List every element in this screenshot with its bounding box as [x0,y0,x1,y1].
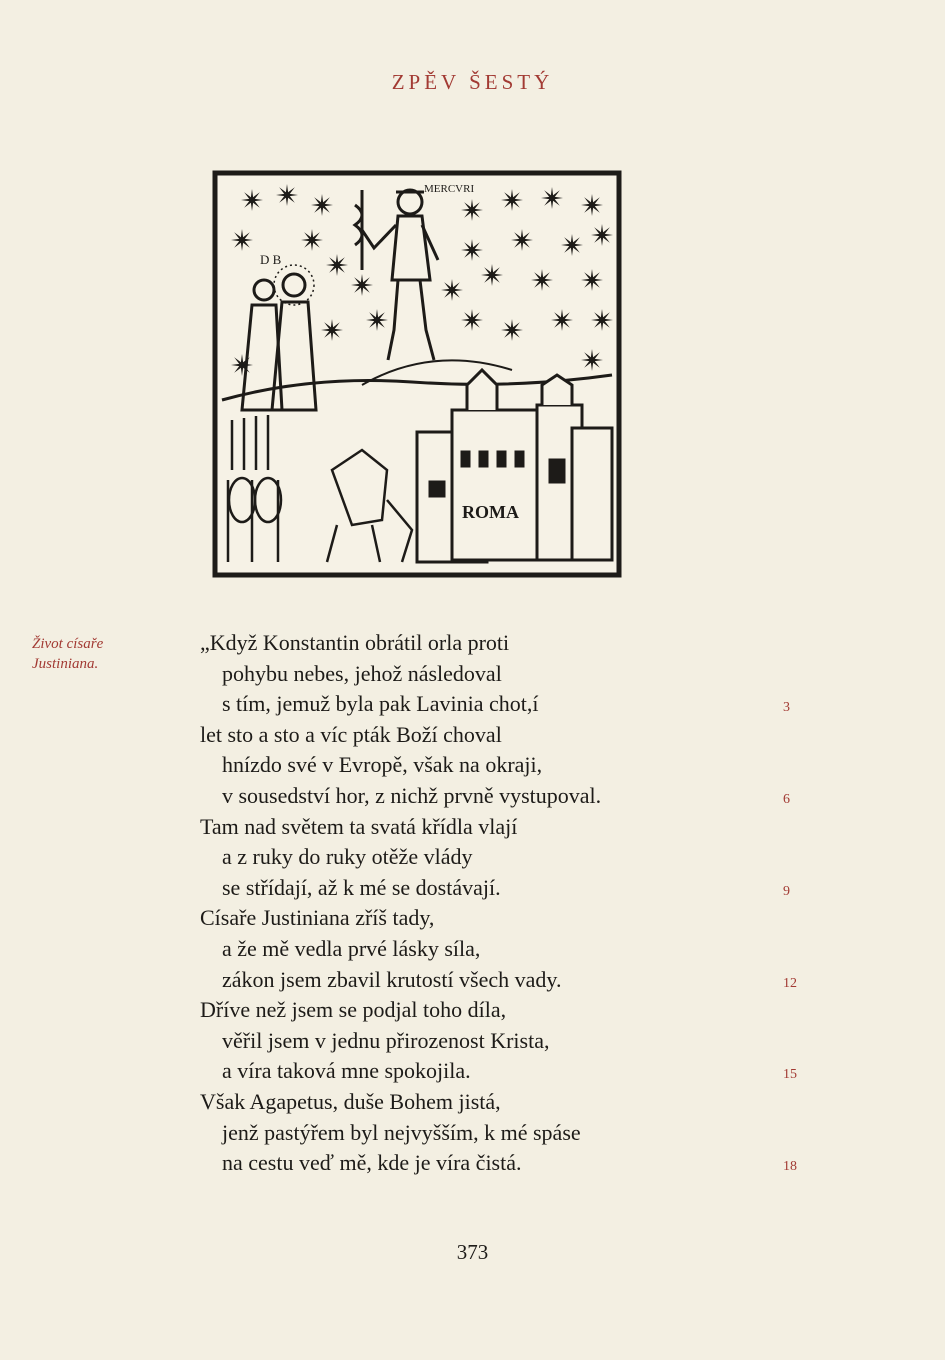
margin-note-line: Život císaře [32,636,104,652]
verse-line [200,1118,820,1149]
star-icon [501,319,523,341]
star-icon [581,194,603,216]
star-icon [461,309,483,331]
star-icon [481,264,503,286]
star-icon [366,309,388,331]
star-icon [321,319,343,341]
poem-text [200,628,820,1179]
verse-text: zákon jsem zbavil krutostí všech vady. [222,966,562,992]
star-icon [311,194,333,216]
verse-text: Tam nad světem ta svatá křídla vlají [200,813,518,839]
line-number: 6 [783,791,790,807]
verse-line [200,965,820,996]
woodcut-label-roma: ROMA [462,502,519,522]
verse-line [200,903,820,934]
star-icon [591,224,613,246]
verse-text: Však Agapetus, duše Bohem jistá, [200,1088,501,1114]
verse-text: Dříve než jsem se podjal toho díla, [200,997,507,1023]
star-icon [301,229,323,251]
verse-text: s tím, jemuž byla pak Lavinia chot,í [222,691,539,717]
star-icon [441,279,463,301]
verse-text: „Když Konstantin obrátil orla proti [200,630,510,655]
page-number: 373 [456,1240,489,1264]
verse-text: hnízdo své v Evropě, však na okraji, [222,752,543,778]
verse-text: a víra taková mne spokojila. [222,1058,471,1084]
verse-line [200,1148,820,1179]
star-icon [561,234,583,256]
margin-note [32,634,162,674]
verse-line [200,628,820,659]
verse-line [200,750,820,781]
verse-text: se střídají, až k mé se dostávají. [222,874,501,900]
star-icon [241,189,263,211]
star-icon [276,184,298,206]
star-icon [551,309,573,331]
verse-text: věřil jsem v jednu přirozenost Krista, [222,1027,550,1053]
verse-text: jenž pastýřem byl nejvyšším, k mé spáse [222,1119,581,1145]
star-icon [231,229,253,251]
star-icon [581,349,603,371]
star-icon [511,229,533,251]
verse-line [200,842,820,873]
star-icon [351,274,373,296]
verse-line [200,689,820,720]
verse-line [200,1026,820,1057]
verse-line [200,812,820,843]
verse-text: na cestu veď mě, kde je víra čistá. [222,1150,522,1176]
line-number: 9 [783,883,790,899]
verse-text: a že mě vedla prvé lásky síla, [222,935,481,961]
verse-text: v sousedství hor, z nichž prvně vystupoval. [222,782,602,808]
line-number: 15 [783,1067,797,1083]
verse-line [200,720,820,751]
verse-line [200,934,820,965]
line-number: 18 [783,1159,797,1175]
line-number: 12 [783,975,797,991]
star-icon [461,239,483,261]
woodcut-label-mercvri: MERCVRI [424,183,475,195]
verse-text: a z ruky do ruky otěže vlády [222,844,473,870]
verse-line [200,659,820,690]
verse-text: let sto a sto a víc pták Boží choval [200,721,502,747]
woodcut-illustration [212,170,622,578]
star-icon [581,269,603,291]
line-number: 3 [783,700,790,716]
verse-line [200,1056,820,1087]
woodcut-label-db: D B [260,252,282,267]
star-icon [501,189,523,211]
verse-line [200,995,820,1026]
verse-line [200,873,820,904]
star-icon [461,199,483,221]
star-icon [531,269,553,291]
verse-line [200,781,820,812]
star-icon [231,354,253,376]
star-icon [326,254,348,276]
verse-text: pohybu nebes, jehož následoval [222,660,502,686]
verse-line [200,1087,820,1118]
page-title: ZPĚV ŠESTÝ [391,70,554,94]
star-icon [591,309,613,331]
star-icon [541,187,563,209]
verse-text: Císaře Justiniana zříš tady, [200,905,435,931]
margin-note-line: Justiniana. [32,656,99,672]
